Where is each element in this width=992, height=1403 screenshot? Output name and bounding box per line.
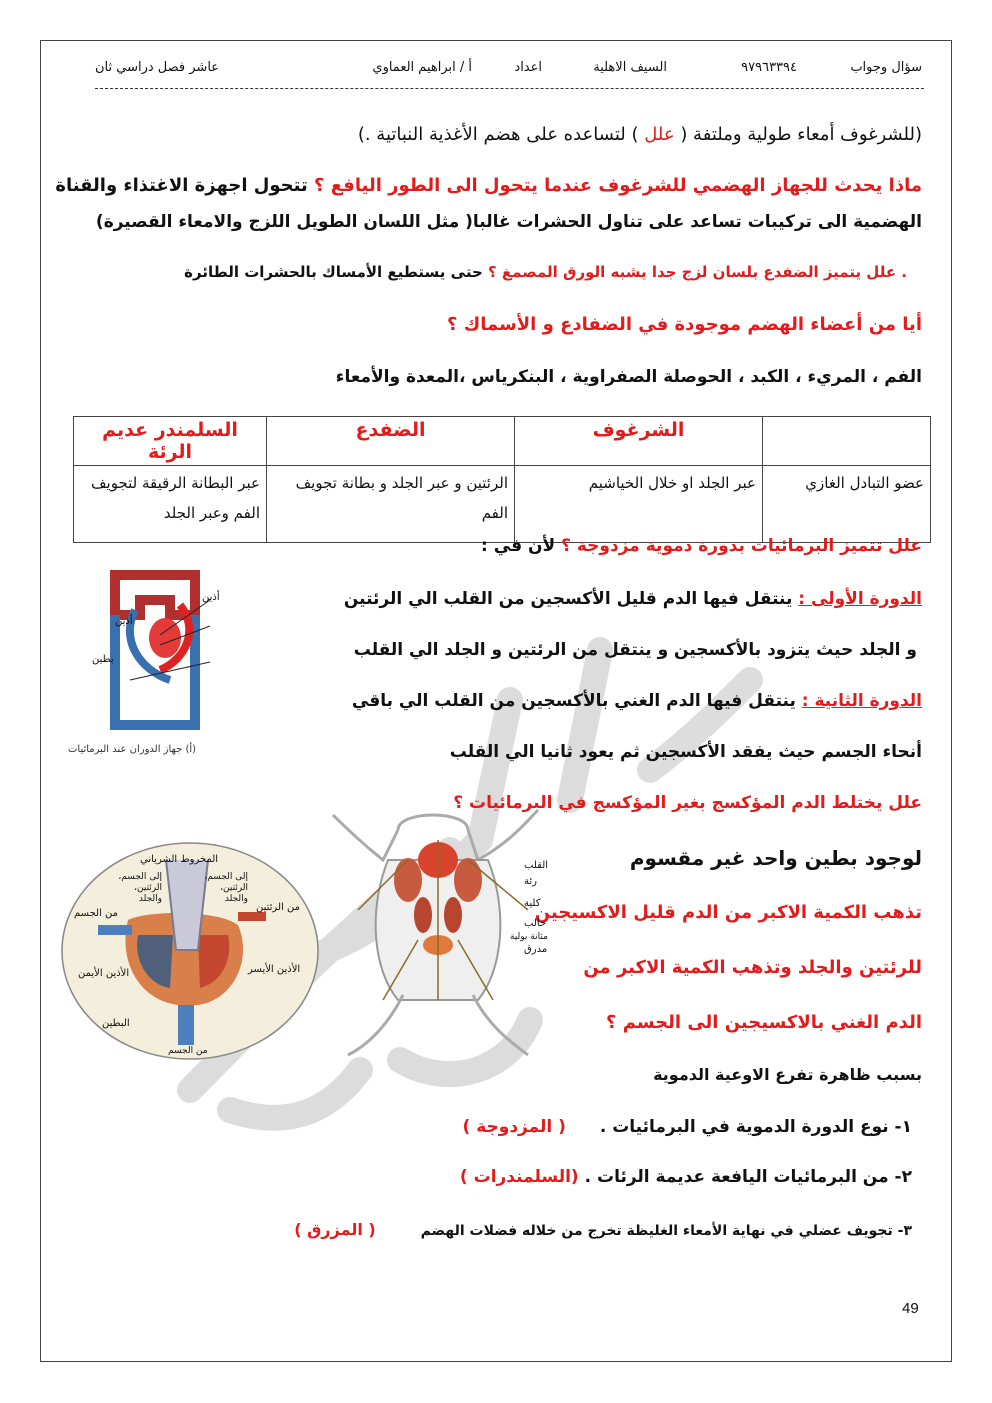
fig3-label-bladder: مثانة بولية — [510, 932, 548, 942]
header-phone: ٩٧٩٦٣٣٩٤ — [741, 60, 797, 75]
question-blood-distribution-1: تذهب الكمية الاكبر من الدم قليل الاكسيجين — [534, 902, 922, 923]
table-header-empty — [763, 417, 931, 466]
fig3-label-kidney: كلية — [524, 898, 541, 909]
fig2-label-left-atrium: الأذين الأيسر — [248, 964, 301, 975]
fig1-label-atrium-2: أذين — [115, 616, 133, 627]
gas-exchange-table — [73, 416, 931, 543]
fig3-label-heart: القلب — [524, 860, 549, 871]
figure-amphibian-circulation — [60, 560, 250, 770]
fig2-label-from-body-bottom: من الجسم — [168, 1046, 208, 1056]
answer-blood-distribution: بسبب ظاهرة تفرع الاوعية الدموية — [653, 1065, 922, 1084]
question-blood-distribution-2: للرئتين والجلد وتذهب الكمية الاكبر من — [583, 957, 922, 978]
table-cell-salamander: عبر البطانة الرقيقة لتجويف الفم وعبر الجلد — [74, 466, 267, 543]
header-prepared-label: اعداد — [514, 60, 542, 75]
fill-item-2: ٢- من البرمائيات اليافعة عديمة الرئات . (السلمندرات ) — [459, 1167, 912, 1187]
fig2-label-ventricle: البطين — [102, 1018, 130, 1029]
heart-diagram — [58, 840, 323, 1062]
fig1-caption: (أ) جهاز الدوران عند البرمائيات — [68, 744, 197, 755]
question-double-circulation: علل تتميز البرمائيات بدورة دموية مزدوجة ؟ لأن في : — [481, 536, 922, 556]
table-header-salamander: السلمندر عديم الرئة — [74, 417, 267, 466]
circulation-first-cont: و الجلد حيث يتزود بالأكسجين و ينتقل من الرئتين و الجلد الي القلب — [353, 640, 917, 660]
fill-item-3: ٣- تجويف عضلي في نهاية الأمعاء الغليظة تخرج من خلاله فضلات الهضم ( المزرق ) — [294, 1220, 912, 1239]
fig3-label-cloaca: مدرق — [524, 944, 548, 955]
page-header — [95, 60, 922, 84]
circulation-diagram — [60, 560, 250, 740]
table-header-frog: الضفدع — [267, 417, 515, 466]
frog-diagram — [328, 800, 558, 1058]
header-school: السيف الاهلية — [593, 60, 667, 75]
fig2-label-from-body: من الجسم — [74, 908, 119, 919]
circulation-second-cont: أنحاء الجسم حيث يفقد الأكسجين ثم يعود ثانيا الي القلب — [449, 742, 922, 762]
answer-blood-mixing: لوجود بطين واحد غير مقسوم — [629, 846, 922, 870]
fill-item-1: ١- نوع الدورة الدموية في البرمائيات . ( المزدوجة ) — [462, 1117, 912, 1137]
fig3-label-ureter: حالب — [524, 918, 547, 929]
fig1-label-atrium-1: أذين — [202, 592, 220, 603]
question-digestive-organs: أيا من أعضاء الهضم موجودة في الضفادع و الأسماك ؟ — [447, 314, 922, 335]
table-cell-frog: الرئتين و عبر الجلد و بطانة تجويف الفم — [267, 466, 515, 543]
question-blood-mixing: علل يختلط الدم المؤكسج بغير المؤكسج في البرمائيات ؟ — [453, 793, 922, 813]
table-cell-tadpole: عبر الجلد او خلال الخياشيم — [515, 466, 763, 543]
fig2-label-right-atrium: الأذين الأيمن — [78, 968, 130, 979]
circulation-first: الدورة الأولى : ينتقل فيها الدم قليل الأكسجين من القلب الي الرئتين — [343, 589, 922, 609]
fig1-label-ventricle: بطين — [92, 654, 114, 665]
table-header-tadpole: الشرغوف — [515, 417, 763, 466]
circulation-second: الدورة الثانية : ينتقل فيها الدم الغني بالأكسجين من القلب الي باقي — [351, 691, 922, 711]
table-row-label: عضو التبادل الغازي — [763, 466, 931, 543]
page-number: 49 — [902, 1300, 919, 1317]
answer-tadpole-digestive: الهضمية الى تركيبات تساعد على تناول الحشرات غالبا( مثل اللسان الطويل اللزج والامعاء القصيرة) — [95, 212, 922, 232]
figure-heart-section — [58, 840, 323, 1062]
header-subject: سؤال وجواب — [850, 60, 922, 75]
fig2-label-from-lungs: من الرئتين — [256, 902, 300, 913]
header-author: أ / ابراهيم العماوي — [372, 60, 472, 75]
question-tadpole-digestive: ماذا يحدث للجهاز الهضمي للشرغوف عندما يتحول الى الطور اليافع ؟ تتحول اجهزة الاغتذاء والقناة — [55, 175, 922, 196]
fig2-label-to-body-1: إلى الجسم، الرئتين، والجلد — [118, 872, 162, 904]
question-blood-distribution-3: الدم الغني بالاكسيجين الى الجسم ؟ — [606, 1012, 922, 1033]
figure-frog-anatomy — [328, 800, 558, 1058]
question-frog-tongue: . علل يتميز الضفدع بلسان لزج جدا يشبه الورق المصمغ ؟ حتى يستطيع الأمساك بالحشرات الطائرة — [184, 263, 907, 281]
fig2-label-conus: المخروط الشرياني — [140, 854, 219, 865]
fig2-label-to-body-2: إلى الجسم، الرئتين، والجلد — [204, 872, 248, 904]
fig3-label-lung: رئة — [524, 876, 537, 887]
answer-digestive-organs: الفم ، المريء ، الكبد ، الحوصلة الصفراوية ، البنكرياس ،المعدة والأمعاء — [335, 367, 922, 387]
header-divider — [95, 88, 924, 89]
header-grade: عاشر فصل دراسي ثان — [95, 60, 220, 75]
line-tadpole-intestine: (للشرغوف أمعاء طولية وملتفة ( علل ) لتساعده على هضم الأغذية النباتية .) — [357, 124, 922, 145]
